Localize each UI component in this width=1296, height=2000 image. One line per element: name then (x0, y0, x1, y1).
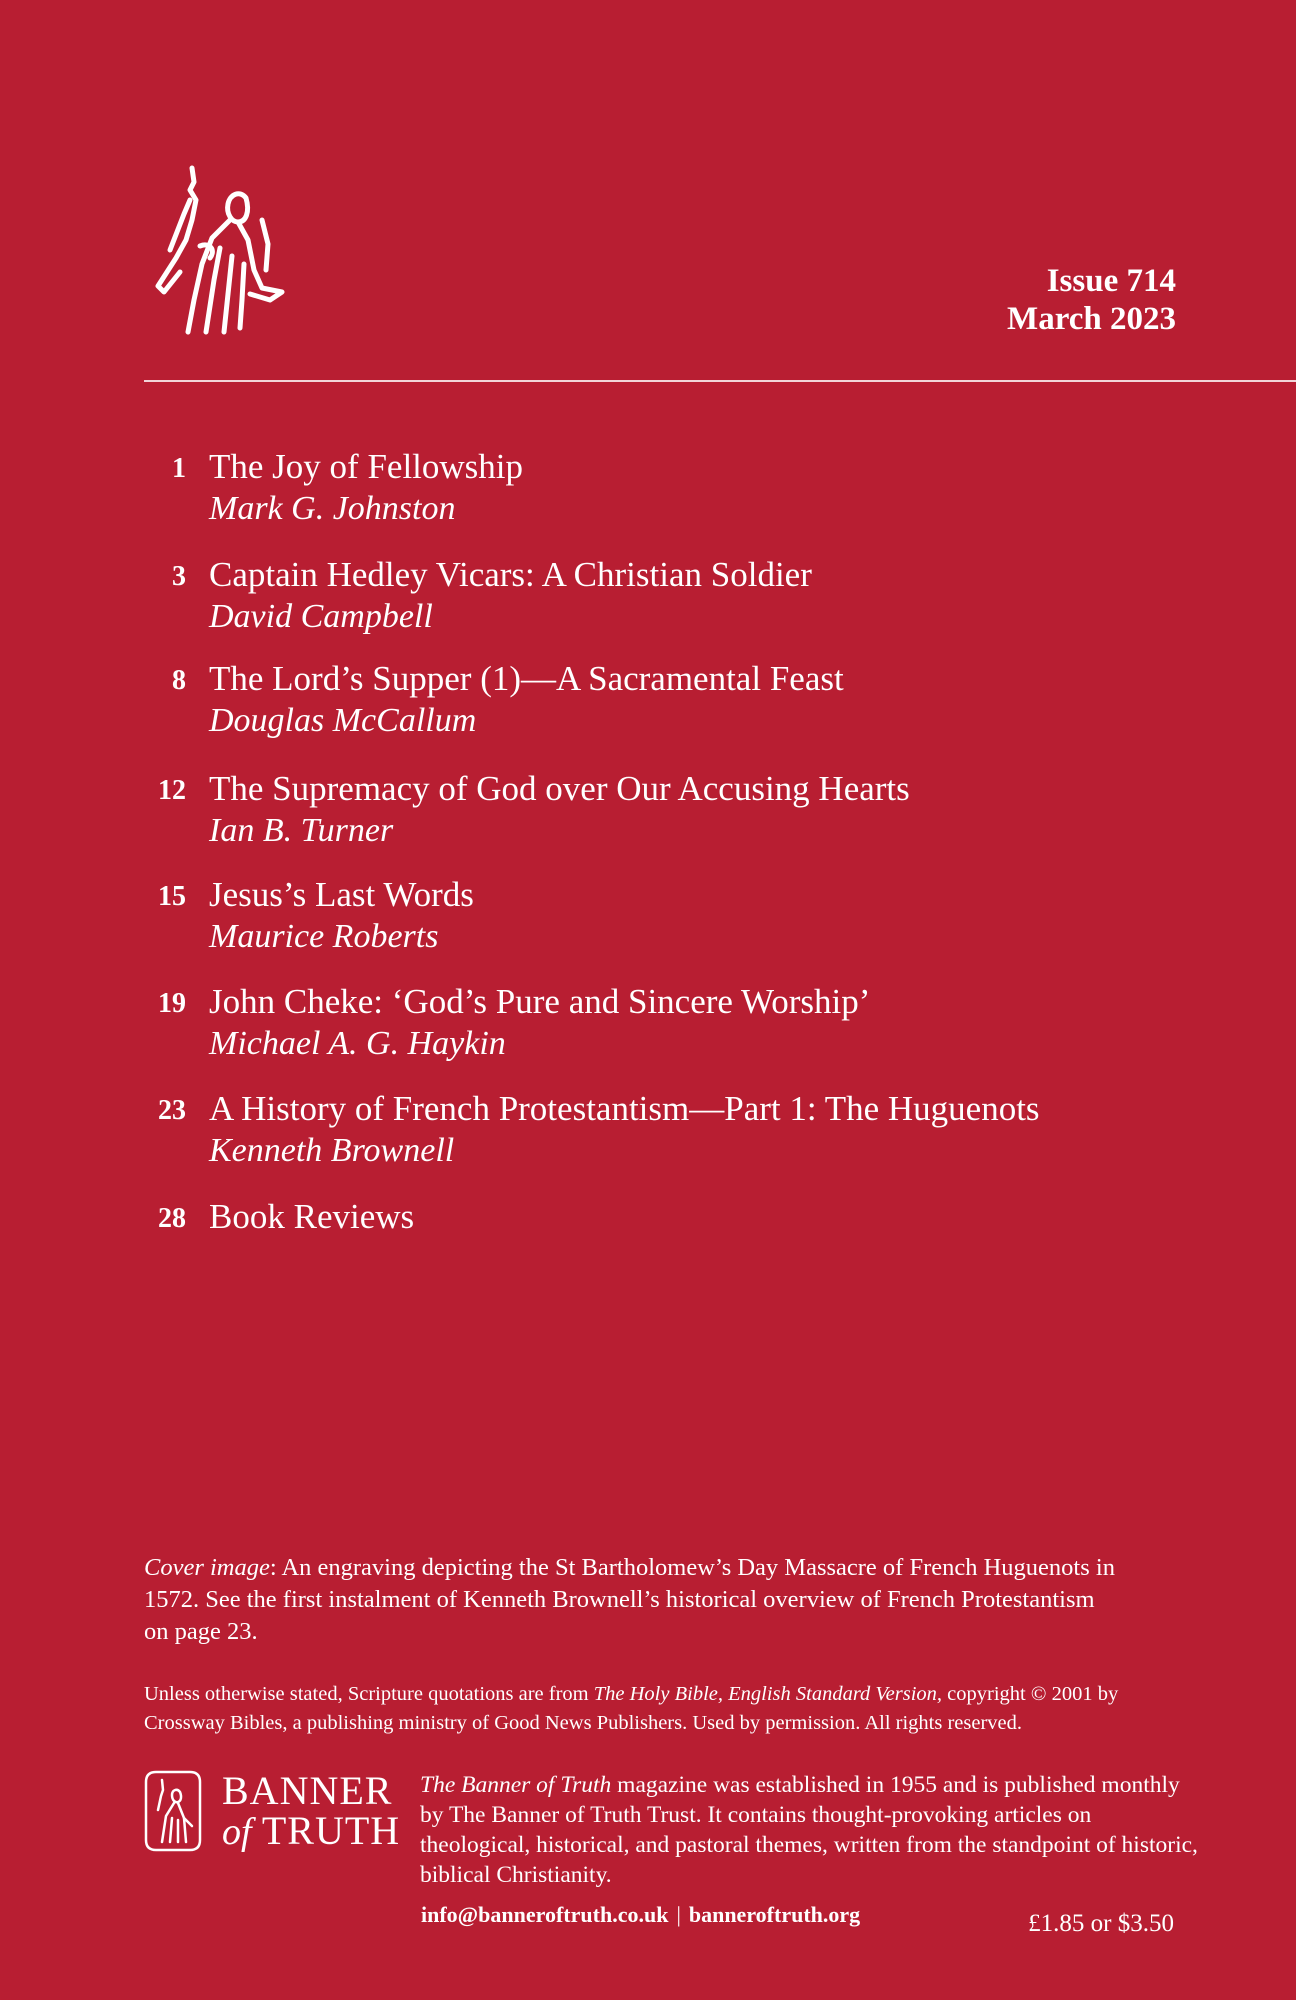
cover-image-text: : An engraving depicting the St Bartholomew’s Day Massacre of French Huguenots in 1572. See the first instalment of Kenneth Brownell’s historical overview of French Protestantism on page 23. (144, 1554, 1115, 1645)
toc-title: Jesus’s Last Words (209, 875, 474, 914)
toc-title: The Supremacy of God over Our Accusing Hearts (209, 769, 910, 808)
toc-title: The Lord’s Supper (1)—A Sacramental Feast (209, 659, 844, 698)
magazine-name: The Banner of Truth (420, 1772, 612, 1798)
scripture-note-after: copyright © 2001 by Crossway Bibles, a publishing ministry of Good News Publishers. Used by permission. All rights reserved. (144, 1683, 1119, 1734)
truth-word (222, 1810, 400, 1853)
preacher-figure-icon (150, 160, 300, 340)
price: £1.85 or $3.50 (1028, 1910, 1174, 1937)
toc-title: A History of French Protestantism—Part 1: The Huguenots (209, 1089, 1040, 1128)
toc-page-number: 23 (158, 1095, 186, 1126)
toc-page-number: 3 (172, 561, 186, 592)
toc-page-number: 1 (172, 453, 186, 484)
issue-date: March 2023 (1007, 301, 1176, 337)
toc-page-number: 19 (158, 988, 186, 1019)
cover-image-label: Cover image (144, 1554, 270, 1581)
truth-text: TRUTH (261, 1808, 401, 1853)
banner-of-truth-logo (144, 1770, 414, 1860)
about-magazine (420, 1770, 1200, 1890)
issue-info (1007, 262, 1176, 338)
toc-author: Michael A. G. Haykin (209, 1025, 506, 1062)
email-link[interactable]: info@banneroftruth.co.uk (421, 1902, 669, 1927)
toc-author: Mark G. Johnston (209, 490, 456, 527)
toc-page-number: 12 (158, 775, 186, 806)
toc-title: Book Reviews (209, 1197, 415, 1236)
preacher-figure-icon (144, 1770, 202, 1852)
toc-author: Kenneth Brownell (209, 1132, 455, 1169)
toc-page-number: 8 (172, 665, 186, 696)
contact-info (421, 1902, 860, 1928)
scripture-bible-title: The Holy Bible, English Standard Version, (593, 1683, 943, 1705)
scripture-note-before: Unless otherwise stated, Scripture quotations are from (144, 1683, 594, 1705)
divider (144, 380, 1296, 382)
issue-number: Issue 714 (1046, 263, 1176, 299)
toc-title: The Joy of Fellowship (209, 447, 524, 486)
toc-page-number: 28 (158, 1203, 186, 1234)
about-text: magazine was established in 1955 and is published monthly by The Banner of Truth Trust. It contains thought-provoking articles on theological, historical, and pastoral themes, written from the standpoint of historic, biblical Christianity. (420, 1772, 1198, 1888)
toc-title: Captain Hedley Vicars: A Christian Soldier (209, 555, 812, 594)
toc-title: John Cheke: ‘God’s Pure and Sincere Worship’ (209, 982, 871, 1021)
cover-image-note (144, 1552, 1124, 1648)
website-link[interactable]: banneroftruth.org (688, 1902, 861, 1927)
toc-page-number: 15 (158, 881, 186, 912)
scripture-note (144, 1680, 1204, 1738)
toc-author: Douglas McCallum (209, 702, 477, 739)
of-word: of (222, 1811, 252, 1853)
toc-author: Maurice Roberts (209, 918, 439, 955)
toc-author: David Campbell (209, 598, 433, 635)
contact-separator: | (676, 1902, 681, 1927)
toc-author: Ian B. Turner (209, 812, 394, 849)
banner-word: BANNER (222, 1768, 393, 1813)
